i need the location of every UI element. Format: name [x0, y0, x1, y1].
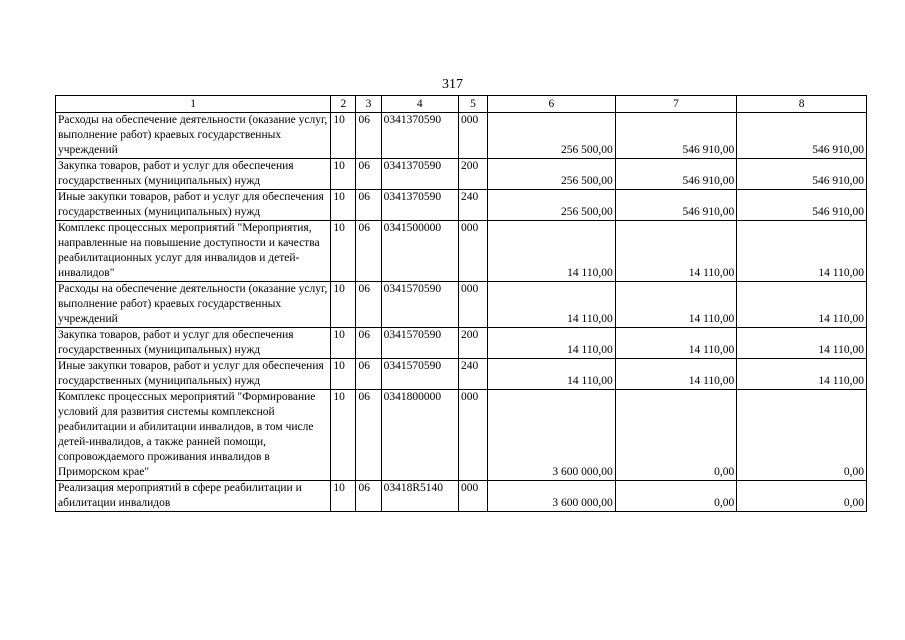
- target-article-code: 0341570590: [381, 328, 458, 359]
- amount-col-7: 546 910,00: [615, 113, 737, 159]
- table-row: [56, 390, 867, 481]
- subsection-code: 06: [356, 481, 381, 512]
- target-article-code: 0341570590: [381, 282, 458, 328]
- section-code: 10: [331, 113, 356, 159]
- section-code: 10: [331, 390, 356, 481]
- table-row: [56, 359, 867, 390]
- expense-type-code: 240: [458, 359, 487, 390]
- page-number: 317: [442, 77, 463, 92]
- amount-col-8: 0,00: [737, 390, 867, 481]
- amount-col-6: 3 600 000,00: [488, 390, 616, 481]
- amount-col-7: 14 110,00: [615, 328, 737, 359]
- expense-type-code: 000: [458, 113, 487, 159]
- amount-col-8: 546 910,00: [737, 113, 867, 159]
- row-name: Комплекс процессных мероприятий "Формирование условий для развития системы комплексной реабилитации и абилитации инвалидов, в том числе детей-инвалидов, а также ранней помощи, сопровождаемого проживания инвалидов в Приморском крае": [56, 390, 331, 481]
- row-name: Расходы на обеспечение деятельности (оказание услуг, выполнение работ) краевых государственных учреждений: [56, 113, 331, 159]
- section-code: 10: [331, 190, 356, 221]
- section-code: 10: [331, 359, 356, 390]
- subsection-code: 06: [356, 328, 381, 359]
- subsection-code: 06: [356, 190, 381, 221]
- amount-col-8: 546 910,00: [737, 190, 867, 221]
- amount-col-8: 14 110,00: [737, 221, 867, 282]
- expense-type-code: 000: [458, 221, 487, 282]
- table-row: [56, 159, 867, 190]
- section-code: 10: [331, 328, 356, 359]
- expense-type-code: 000: [458, 282, 487, 328]
- section-code: 10: [331, 481, 356, 512]
- subsection-code: 06: [356, 113, 381, 159]
- row-name: Реализация мероприятий в сфере реабилитации и абилитации инвалидов: [56, 481, 331, 512]
- amount-col-6: 256 500,00: [488, 113, 616, 159]
- expense-type-code: 000: [458, 390, 487, 481]
- amount-col-7: 14 110,00: [615, 221, 737, 282]
- table-row: [56, 221, 867, 282]
- amount-col-8: 14 110,00: [737, 328, 867, 359]
- amount-col-6: 14 110,00: [488, 282, 616, 328]
- amount-col-7: 0,00: [615, 390, 737, 481]
- amount-col-6: 14 110,00: [488, 221, 616, 282]
- amount-col-8: 546 910,00: [737, 159, 867, 190]
- expense-type-code: 200: [458, 328, 487, 359]
- amount-col-7: 546 910,00: [615, 159, 737, 190]
- amount-col-8: 14 110,00: [737, 282, 867, 328]
- amount-col-7: 546 910,00: [615, 190, 737, 221]
- section-code: 10: [331, 159, 356, 190]
- target-article-code: 0341370590: [381, 159, 458, 190]
- amount-col-8: 0,00: [737, 481, 867, 512]
- row-name: Комплекс процессных мероприятий "Мероприятия, направленные на повышение доступности и качества реабилитационных услуг для инвалидов и детей-инвалидов": [56, 221, 331, 282]
- amount-col-6: 256 500,00: [488, 159, 616, 190]
- expense-type-code: 200: [458, 159, 487, 190]
- section-code: 10: [331, 221, 356, 282]
- row-name: Иные закупки товаров, работ и услуг для обеспечения государственных (муниципальных) нужд: [56, 359, 331, 390]
- amount-col-8: 14 110,00: [737, 359, 867, 390]
- header-col-7: 7: [615, 96, 737, 113]
- subsection-code: 06: [356, 359, 381, 390]
- header-col-3: 3: [356, 96, 381, 113]
- row-name: Иные закупки товаров, работ и услуг для обеспечения государственных (муниципальных) нужд: [56, 190, 331, 221]
- expense-type-code: 000: [458, 481, 487, 512]
- section-code: 10: [331, 282, 356, 328]
- amount-col-6: 256 500,00: [488, 190, 616, 221]
- table-row: [56, 328, 867, 359]
- expense-type-code: 240: [458, 190, 487, 221]
- target-article-code: 0341370590: [381, 113, 458, 159]
- header-row: [56, 96, 867, 113]
- header-col-4: 4: [381, 96, 458, 113]
- amount-col-7: 14 110,00: [615, 359, 737, 390]
- header-col-1: 1: [56, 96, 331, 113]
- table-row: [56, 282, 867, 328]
- target-article-code: 0341800000: [381, 390, 458, 481]
- subsection-code: 06: [356, 221, 381, 282]
- table-row: [56, 190, 867, 221]
- amount-col-7: 0,00: [615, 481, 737, 512]
- header-col-5: 5: [458, 96, 487, 113]
- subsection-code: 06: [356, 159, 381, 190]
- row-name: Закупка товаров, работ и услуг для обеспечения государственных (муниципальных) нужд: [56, 159, 331, 190]
- amount-col-6: 14 110,00: [488, 359, 616, 390]
- amount-col-6: 3 600 000,00: [488, 481, 616, 512]
- subsection-code: 06: [356, 282, 381, 328]
- row-name: Расходы на обеспечение деятельности (оказание услуг, выполнение работ) краевых государственных учреждений: [56, 282, 331, 328]
- subsection-code: 06: [356, 390, 381, 481]
- row-name: Закупка товаров, работ и услуг для обеспечения государственных (муниципальных) нужд: [56, 328, 331, 359]
- target-article-code: 03418R5140: [381, 481, 458, 512]
- target-article-code: 0341370590: [381, 190, 458, 221]
- target-article-code: 0341570590: [381, 359, 458, 390]
- target-article-code: 0341500000: [381, 221, 458, 282]
- amount-col-7: 14 110,00: [615, 282, 737, 328]
- amount-col-6: 14 110,00: [488, 328, 616, 359]
- table-row: [56, 481, 867, 512]
- budget-table: [55, 95, 867, 512]
- header-col-6: 6: [488, 96, 616, 113]
- table-row: [56, 113, 867, 159]
- header-col-8: 8: [737, 96, 867, 113]
- header-col-2: 2: [331, 96, 356, 113]
